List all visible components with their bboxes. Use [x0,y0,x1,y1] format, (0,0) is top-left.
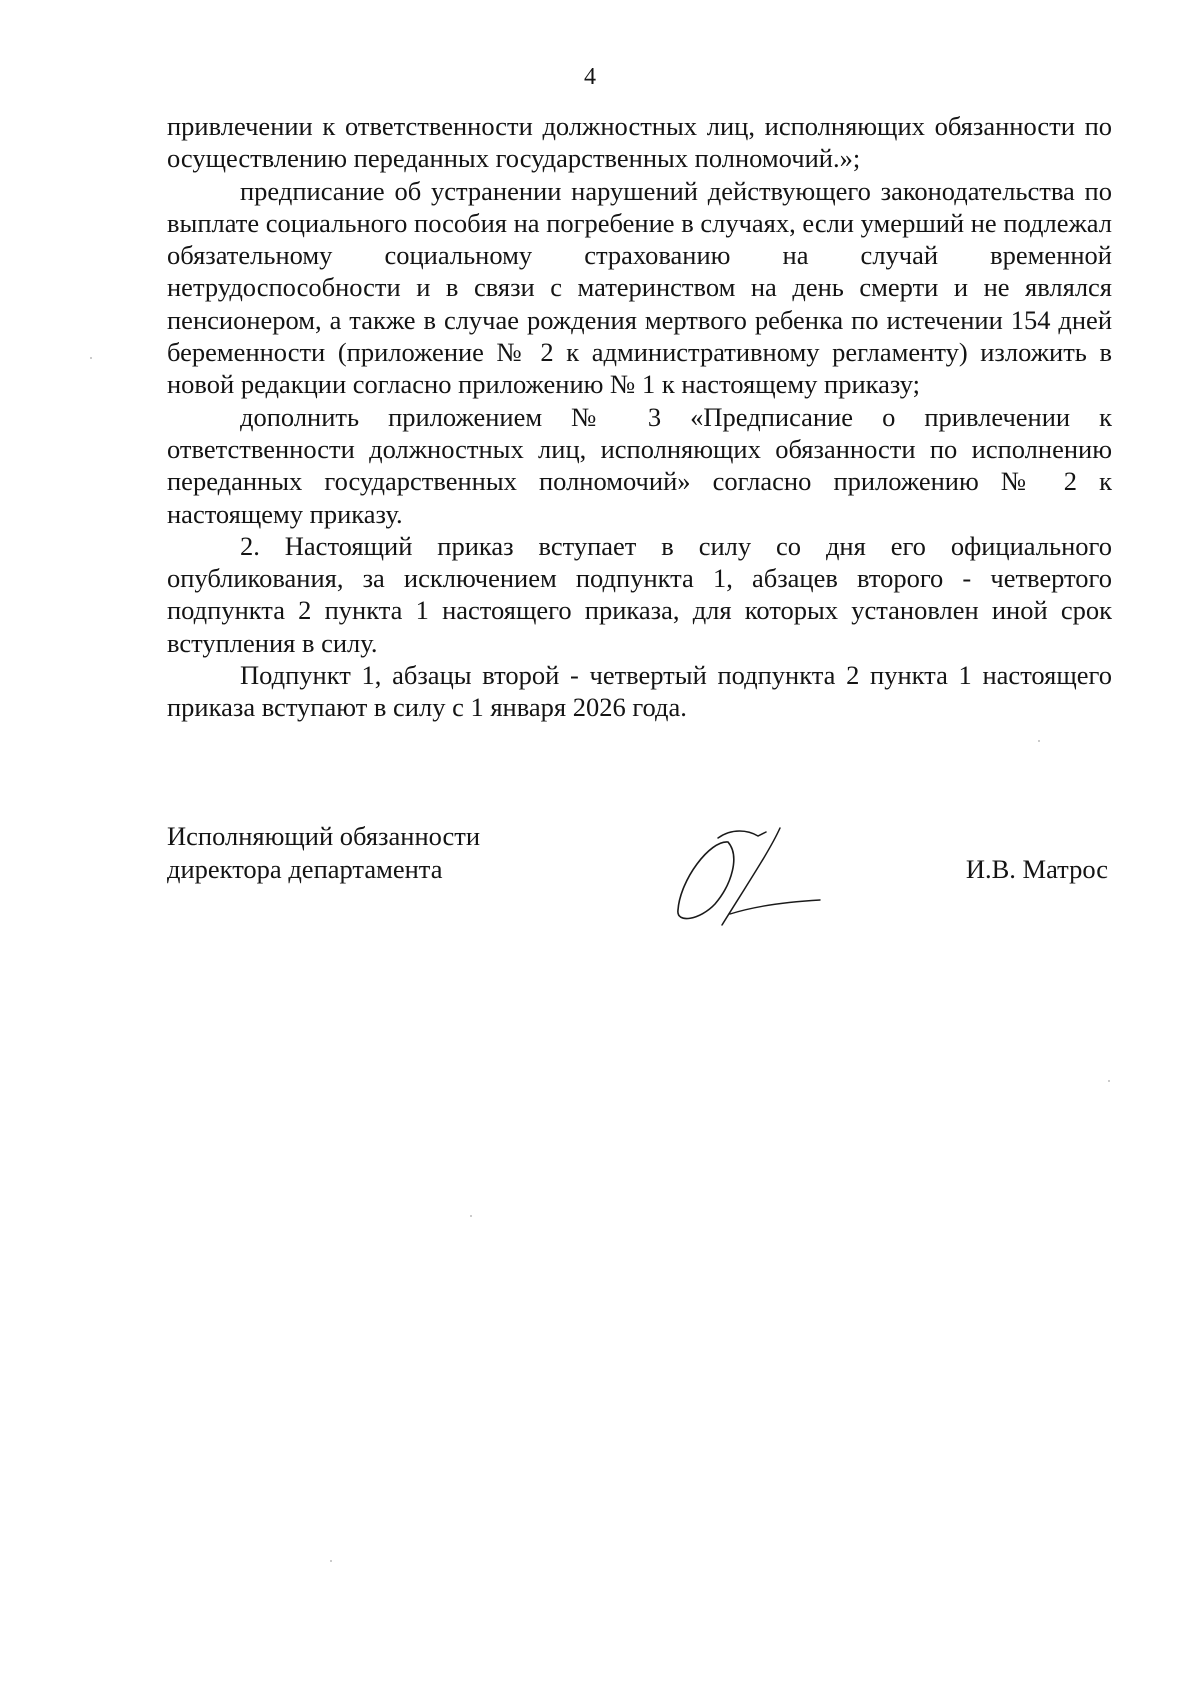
handwritten-signature [670,820,870,930]
page-number: 4 [584,64,596,90]
scan-speck [330,1560,332,1562]
document-body [167,110,1112,724]
paragraph: привлечении к ответственности должностных лиц, исполняющих обязанности по осуществлению переданных государственных полномочий.»; [167,111,1112,174]
paragraph: 2. Настоящий приказ вступает в силу со дня его официального опубликования, за исключением подпункта 1, абзацев второго - четвертого подпункта 2 пункта 1 настоящего приказа, для которых установлен иной срок вступления в силу. [167,530,1112,658]
signatory-position-line: директора департамента [167,854,443,884]
scan-speck [1108,1080,1110,1082]
signatory-name: И.В. Матрос [965,854,1108,884]
signatory-position-line: Исполняющий обязанности [167,821,481,851]
paragraph: предписание об устранении нарушений действующего законодательства по выплате социального пособия на погребение в случаях, если умерший не подлежал обязательному социальному страхованию на случай временной нетрудоспособности и в связи с материнством на день смерти и не являлся пенсионером, а также в случае рождения мертвого ребенка по истечении 154 дней беременности (приложение № 2 к административному регламенту) изложить в новой редакции согласно приложению № 1 к настоящему приказу; [167,175,1112,400]
scan-speck [90,357,92,359]
scan-speck [1038,740,1040,742]
paragraph: дополнить приложением № 3 «Предписание о привлечении к ответственности должностных лиц, исполняющих обязанности по исполнению переданных государственных полномочий» согласно приложению № 2 к настоящему приказу. [167,401,1112,529]
signatory-position [167,820,480,886]
paragraph: Подпункт 1, абзацы второй - четвертый подпункта 2 пункта 1 настоящего приказа вступают в силу с 1 января 2026 года. [167,660,1112,723]
scan-speck [470,1215,472,1217]
